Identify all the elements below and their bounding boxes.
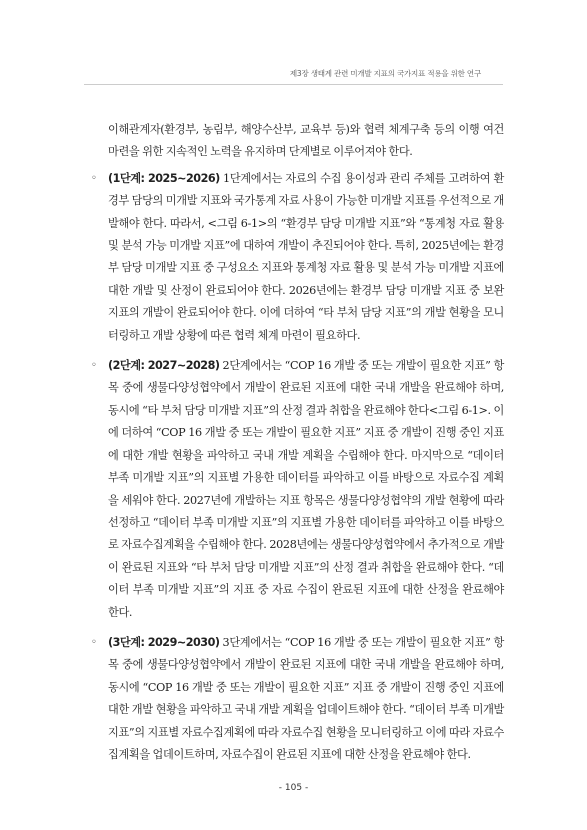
header-divider bbox=[84, 84, 503, 85]
page-number: - 105 - bbox=[278, 783, 309, 793]
stage-1-text: 1단계에서는 자료의 수집 용이성과 관리 주체를 고려하여 환경부 담당의 미개발 지표와 국가통계 자료 사용이 가능한 미개발 지표를 우선적으로 개발해야 한다. 따라서, <그림 6-1>의 “환경부 담당 미개발 지표”와 “통계청 자료 활용 및 분석 가능 미개발 지표”에 대하여 개발이 추진되어야 한다. 특히, 2025년에는 환경부 담당 미개발 지표 중 구성요소 지표와 통계청 자료 활용 및 분석 가능 미개발 지표에 대한 개발 및 산정이 완료되어야 한다. 2026년에는 환경부 담당 미개발 지표 중 보완 지표의 개발이 완료되어야 한다. 이에 더하여 “타 부처 담당 지표”의 개발 현황을 모니터링하고 개발 상황에 따른 협력 체계 마련이 필요하다. bbox=[108, 171, 504, 342]
bullet-icon: ◦ bbox=[91, 636, 97, 648]
intro-paragraph: 이해관계자(환경부, 농림부, 해양수산부, 교육부 등)와 협력 체계구축 등의 이행 여건 마련을 위한 지속적인 노력을 유지하며 단계별로 이루어져야 한다. bbox=[108, 123, 504, 159]
stage-3-block bbox=[86, 632, 504, 766]
stage-1-paragraph bbox=[108, 168, 504, 347]
stage-1-block bbox=[86, 168, 504, 347]
bullet-icon: ◦ bbox=[91, 172, 97, 184]
stage-3-paragraph bbox=[108, 632, 504, 766]
stage-2-text: 2단계에서는 “COP 16 개발 중 또는 개발이 필요한 지표” 항목 중에 생물다양성협약에서 개발이 완료된 지표에 대한 국내 개발을 완료해야 하며, 동시에 “타 부처 담당 미개발 지표”의 산정 결과 취합을 완료해야 한다<그림 6-1>. 이에 더하여 “COP 16 개발 중 또는 개발이 필요한 지표” 지표 중 개발이 진행 중인 지표에 대한 개발 현황을 파악하고 국내 개발 계획을 수립해야 한다. 마지막으로 “데이터 부족 미개발 지표”의 지표별 가용한 데이터를 파악하고 이를 바탕으로 자료수집 계획을 세워야 한다. 2027년에 개발하는 지표 항목은 생물다양성협약의 개발 현황에 따라 선정하고 “데이터 부족 미개발 지표”의 지표별 가용한 데이터를 파악하고 이를 바탕으로 자료수집계획을 수립해야 한다. 2028년에는 생물다양성협약에서 추가적으로 개발이 완료된 지표와 “타 부처 담당 미개발 지표”의 산정 결과 취합을 완료해야 한다. “데이터 부족 미개발 지표”의 지표 중 자료 수집이 완료된 지표에 대한 산정을 완료해야 한다. bbox=[108, 359, 504, 619]
stage-1-label: (1단계: 2025~2026) bbox=[108, 171, 220, 185]
body-content bbox=[86, 119, 504, 774]
stage-2-paragraph bbox=[108, 355, 504, 624]
running-header: 제3장 생태계 관련 미개발 지표의 국가지표 적용을 위한 연구 bbox=[289, 69, 481, 78]
stage-2-label: (2단계: 2027~2028) bbox=[108, 359, 220, 373]
stage-3-text: 3단계에서는 “COP 16 개발 중 또는 개발이 필요한 지표” 항목 중에 생물다양성협약에서 개발이 완료된 지표에 대한 국내 개발을 완료해야 하며, 동시에 “COP 16 개발 중 또는 개발이 필요한 지표” 지표 중 개발이 진행 중인 지표에 대한 개발 현황을 파악하고 국내 개발 계획을 업데이트해야 한다. “데이터 부족 미개발 지표”의 지표별 자료수집계획에 따라 자료수집 현황을 모니터링하고 이에 따라 자료수집계획을 업데이트하며, 자료수집이 완료된 지표에 대한 산정을 완료해야 한다. bbox=[108, 635, 504, 761]
stage-2-block bbox=[86, 355, 504, 624]
bullet-icon: ◦ bbox=[91, 360, 97, 372]
stage-3-label: (3단계: 2029~2030) bbox=[108, 635, 220, 649]
